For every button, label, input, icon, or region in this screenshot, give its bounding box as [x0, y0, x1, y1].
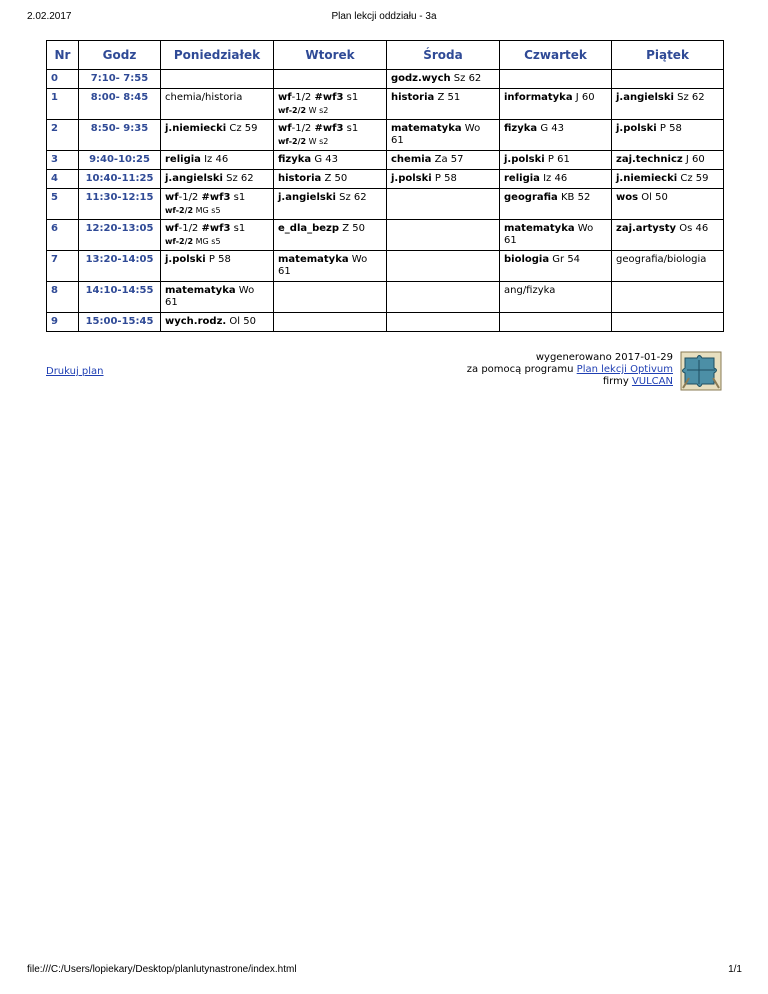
room-label: s1 [233, 223, 246, 234]
room-label: G 43 [540, 123, 564, 134]
lesson-line [616, 154, 719, 166]
lesson-cell [387, 220, 500, 251]
lesson-cell [274, 120, 387, 151]
room-label: W s2 [308, 106, 329, 115]
table-row [47, 89, 724, 120]
subject-part: ang/fizyka [504, 285, 556, 296]
room-label: J 60 [575, 92, 595, 103]
lesson-cell [161, 120, 274, 151]
lesson-line [165, 316, 269, 328]
column-header: Godz [79, 41, 161, 70]
lesson-cell [612, 189, 724, 220]
lesson-line [278, 173, 382, 185]
lesson-cell [612, 70, 724, 89]
lesson-line [504, 285, 607, 297]
group-code: #wf3 [314, 123, 344, 134]
print-plan-link[interactable]: Drukuj plan [46, 366, 104, 377]
subject-name: historia [391, 92, 435, 103]
room-label: Ol 50 [229, 316, 256, 327]
column-header: Nr [47, 41, 79, 70]
lesson-number: 5 [47, 189, 79, 220]
lesson-line [278, 154, 382, 166]
room-label: Cz 59 [680, 173, 709, 184]
lesson-cell [500, 189, 612, 220]
lesson-line [165, 192, 269, 204]
subject-name: wf [278, 123, 292, 134]
lesson-line [278, 192, 382, 204]
lesson-cell [500, 151, 612, 170]
lesson-cell [500, 120, 612, 151]
subject-name: j.polski [504, 154, 545, 165]
column-header: Czwartek [500, 41, 612, 70]
lesson-number: 0 [47, 70, 79, 89]
lesson-line [165, 123, 269, 135]
subject-name: historia [278, 173, 322, 184]
room-label: Wo 61 [278, 254, 368, 277]
column-header: Piątek [612, 41, 724, 70]
lesson-line [616, 173, 719, 185]
room-label: KB 52 [561, 192, 591, 203]
lesson-line [165, 173, 269, 185]
lesson-cell [161, 70, 274, 89]
lesson-line [165, 254, 269, 266]
lesson-line [504, 92, 607, 104]
lesson-cell [274, 220, 387, 251]
room-label: s1 [346, 92, 359, 103]
lesson-line [165, 92, 269, 104]
room-label: s1 [233, 192, 246, 203]
subject-name: wych.rodz. [165, 316, 227, 327]
room-label: Iz 46 [543, 173, 568, 184]
print-date: 2.02.2017 [27, 11, 72, 22]
subject-name: matematyka [504, 223, 575, 234]
lesson-cell [161, 282, 274, 313]
room-label: Gr 54 [552, 254, 581, 265]
lesson-cell [161, 189, 274, 220]
lesson-cell [161, 251, 274, 282]
lesson-cell [274, 70, 387, 89]
lesson-line [391, 123, 495, 147]
room-label: MG s5 [195, 206, 221, 215]
lesson-time: 9:40-10:25 [79, 151, 161, 170]
subject-name: geografia [504, 192, 558, 203]
room-label: Ol 50 [641, 192, 668, 203]
lesson-number: 9 [47, 313, 79, 332]
lesson-number: 3 [47, 151, 79, 170]
lesson-line [504, 223, 607, 247]
lesson-cell [500, 89, 612, 120]
lesson-time: 14:10-14:55 [79, 282, 161, 313]
room-label: W s2 [308, 137, 329, 146]
lesson-line [278, 223, 382, 235]
lesson-cell [500, 70, 612, 89]
lesson-line [616, 223, 719, 235]
subject-name: matematyka [278, 254, 349, 265]
subject-name: wf-2/2 [278, 106, 307, 115]
generated-info [420, 352, 673, 388]
lesson-number: 2 [47, 120, 79, 151]
lesson-cell [612, 170, 724, 189]
room-label: Wo 61 [165, 285, 255, 308]
lesson-cell [274, 89, 387, 120]
lesson-cell [500, 220, 612, 251]
lesson-cell [612, 89, 724, 120]
room-label: Wo 61 [391, 123, 481, 146]
lesson-cell [161, 170, 274, 189]
subject-name: wos [616, 192, 639, 203]
lesson-number: 4 [47, 170, 79, 189]
page-number: 1/1 [728, 964, 742, 975]
subject-part: -1/2 [178, 223, 202, 234]
lesson-line [391, 73, 495, 85]
lesson-line [391, 173, 495, 185]
lesson-line [278, 254, 382, 278]
room-label: MG s5 [195, 237, 221, 246]
subject-name: godz.wych [391, 73, 451, 84]
group-line [278, 137, 382, 147]
room-label: Wo 61 [504, 223, 594, 246]
header-row [47, 41, 724, 70]
lesson-cell [500, 282, 612, 313]
subject-name: wf [165, 223, 179, 234]
print-title: Plan lekcji oddziału - 3a [331, 11, 437, 22]
column-header: Wtorek [274, 41, 387, 70]
room-label: Cz 59 [229, 123, 258, 134]
lesson-cell [274, 189, 387, 220]
lesson-line [165, 223, 269, 235]
lesson-line [504, 154, 607, 166]
subject-name: informatyka [504, 92, 573, 103]
lesson-line [616, 192, 719, 204]
subject-name: zaj.technicz [616, 154, 683, 165]
group-code: #wf3 [201, 192, 231, 203]
room-label: Sz 62 [677, 92, 705, 103]
company-prefix: firmy [602, 376, 629, 387]
column-header: Poniedziałek [161, 41, 274, 70]
subject-name: j.niemiecki [165, 123, 227, 134]
subject-name: wf-2/2 [278, 137, 307, 146]
lesson-cell [274, 170, 387, 189]
timetable [46, 40, 724, 332]
subject-name: chemia [391, 154, 432, 165]
lesson-line [504, 173, 607, 185]
table-row [47, 220, 724, 251]
subject-name: j.angielski [278, 192, 336, 203]
print-footer [0, 964, 768, 978]
room-label: Iz 46 [204, 154, 229, 165]
subject-part: chemia/historia [165, 92, 243, 103]
lesson-cell [161, 151, 274, 170]
subject-part: -1/2 [178, 192, 202, 203]
lesson-line [278, 92, 382, 104]
subject-name: wf [165, 192, 179, 203]
lesson-number: 6 [47, 220, 79, 251]
lesson-cell [387, 251, 500, 282]
subject-part: -1/2 [291, 123, 315, 134]
generated-by [420, 364, 673, 376]
lesson-time: 8:00- 8:45 [79, 89, 161, 120]
subject-name: j.angielski [165, 173, 223, 184]
print-url: file:///C:/Users/lopiekary/Desktop/planlutynastrone/index.html [27, 964, 297, 975]
subject-name: fizyka [278, 154, 312, 165]
lesson-cell [161, 89, 274, 120]
lesson-time: 7:10- 7:55 [79, 70, 161, 89]
room-label: Z 50 [342, 223, 365, 234]
room-label: Z 51 [437, 92, 461, 103]
room-label: P 61 [547, 154, 570, 165]
subject-name: matematyka [391, 123, 462, 134]
subject-name: j.polski [165, 254, 206, 265]
lesson-line [504, 123, 607, 135]
subject-name: j.niemiecki [616, 173, 678, 184]
subject-name: wf-2/2 [165, 206, 194, 215]
group-line [165, 206, 269, 216]
lesson-time: 10:40-11:25 [79, 170, 161, 189]
table-row [47, 170, 724, 189]
subject-part: -1/2 [291, 92, 315, 103]
lesson-cell [500, 251, 612, 282]
lesson-number: 7 [47, 251, 79, 282]
table-row [47, 120, 724, 151]
subject-name: matematyka [165, 285, 236, 296]
lesson-cell [387, 89, 500, 120]
lesson-line [616, 254, 719, 266]
group-line [165, 237, 269, 247]
lesson-line [504, 254, 607, 266]
lesson-line [165, 154, 269, 166]
subject-name: j.polski [391, 173, 432, 184]
lesson-cell [500, 170, 612, 189]
table-row [47, 282, 724, 313]
lesson-line [391, 154, 495, 166]
print-header [0, 11, 768, 25]
column-header: Środa [387, 41, 500, 70]
subject-name: biologia [504, 254, 550, 265]
lesson-line [616, 92, 719, 104]
generated-date: wygenerowano 2017-01-29 [535, 352, 673, 363]
table-row [47, 313, 724, 332]
subject-name: fizyka [504, 123, 538, 134]
subject-name: e_dla_bezp [278, 223, 340, 234]
lesson-cell [274, 251, 387, 282]
lesson-cell [387, 313, 500, 332]
room-label: G 43 [314, 154, 338, 165]
lesson-time: 11:30-12:15 [79, 189, 161, 220]
room-label: J 60 [685, 154, 705, 165]
table-row [47, 151, 724, 170]
lesson-cell [387, 70, 500, 89]
lesson-time: 15:00-15:45 [79, 313, 161, 332]
lesson-cell [274, 313, 387, 332]
lesson-line [391, 92, 495, 104]
lesson-number: 8 [47, 282, 79, 313]
lesson-time: 13:20-14:05 [79, 251, 161, 282]
subject-name: j.angielski [616, 92, 674, 103]
lesson-cell [500, 313, 612, 332]
lesson-cell [612, 120, 724, 151]
company-link[interactable]: VULCAN [631, 376, 673, 387]
room-label: P 58 [434, 173, 457, 184]
table-row [47, 251, 724, 282]
room-label: P 58 [208, 254, 231, 265]
room-label: Os 46 [679, 223, 709, 234]
room-label: Sz 62 [453, 73, 482, 84]
lesson-cell [612, 151, 724, 170]
room-label: s1 [346, 123, 359, 134]
lesson-cell [387, 189, 500, 220]
subject-name: wf-2/2 [165, 237, 194, 246]
subject-name: religia [165, 154, 201, 165]
program-link[interactable]: Plan lekcji Optivum [576, 364, 673, 375]
company-line [420, 376, 673, 388]
room-label: Za 57 [434, 154, 464, 165]
lesson-cell [387, 170, 500, 189]
lesson-cell [274, 151, 387, 170]
table-row [47, 70, 724, 89]
lesson-cell [161, 313, 274, 332]
room-label: P 58 [659, 123, 682, 134]
lesson-line [165, 285, 269, 309]
group-line [278, 106, 382, 116]
lesson-cell [387, 120, 500, 151]
lesson-time: 8:50- 9:35 [79, 120, 161, 151]
room-label: Sz 62 [226, 173, 254, 184]
puzzle-icon[interactable] [679, 350, 723, 392]
subject-name: religia [504, 173, 540, 184]
lesson-cell [612, 251, 724, 282]
lesson-cell [387, 282, 500, 313]
lesson-cell [612, 220, 724, 251]
lesson-cell [161, 220, 274, 251]
lesson-cell [274, 282, 387, 313]
subject-name: j.polski [616, 123, 657, 134]
subject-name: wf [278, 92, 292, 103]
lesson-number: 1 [47, 89, 79, 120]
room-label: Z 50 [324, 173, 348, 184]
subject-name: zaj.artysty [616, 223, 677, 234]
group-code: #wf3 [314, 92, 344, 103]
lesson-time: 12:20-13:05 [79, 220, 161, 251]
lesson-cell [612, 282, 724, 313]
room-label: Sz 62 [339, 192, 367, 203]
lesson-line [504, 192, 607, 204]
group-code: #wf3 [201, 223, 231, 234]
lesson-line [278, 123, 382, 135]
timetable-body [47, 70, 724, 332]
lesson-line [616, 123, 719, 135]
subject-part: geografia/biologia [616, 254, 707, 265]
table-row [47, 189, 724, 220]
generated-by-prefix: za pomocą programu [466, 364, 574, 375]
lesson-cell [612, 313, 724, 332]
lesson-cell [387, 151, 500, 170]
